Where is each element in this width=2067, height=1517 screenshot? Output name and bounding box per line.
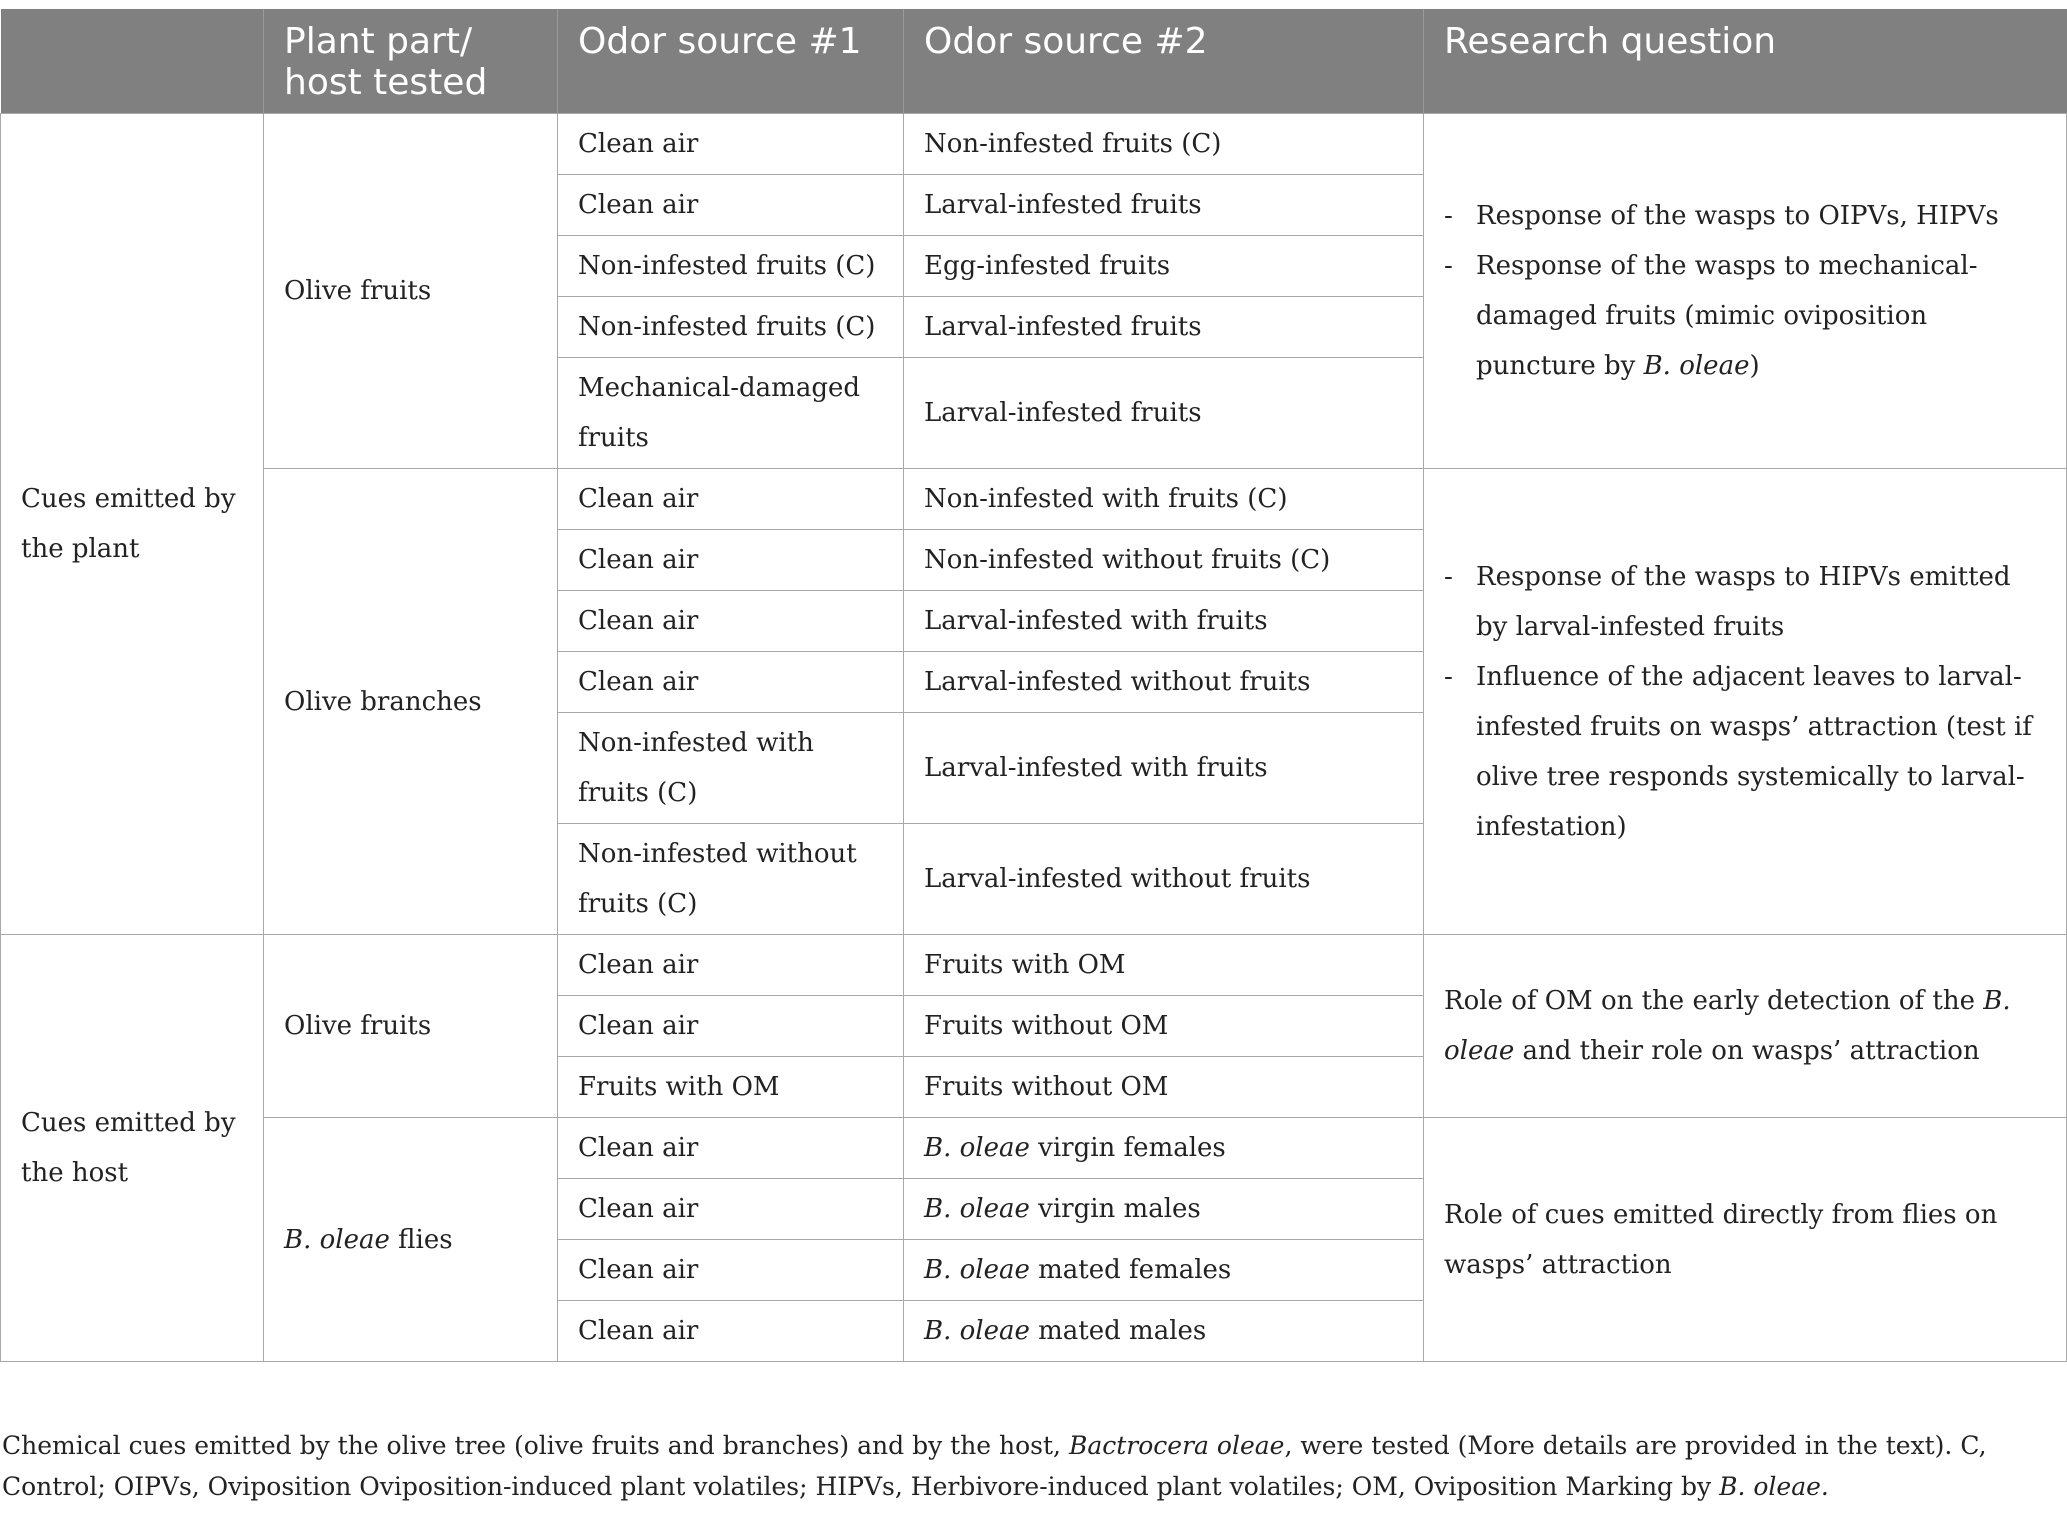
odor-source-1-cell: Non-infested with fruits (C) [558, 713, 904, 824]
research-question-text: Response of the wasps to mechanical-damaged fruits (mimic oviposition puncture by [1476, 251, 1978, 381]
odor-source-2-cell [904, 1301, 1424, 1362]
odor-source-2-text: virgin males [1038, 1194, 1201, 1224]
odor-source-2-cell: Non-infested fruits (C) [904, 114, 1424, 175]
odor-source-2-cell: Larval-infested fruits [904, 358, 1424, 469]
odor-source-1-cell: Clean air [558, 1179, 904, 1240]
research-question-text: ) [1749, 351, 1760, 381]
table-row [1, 935, 2067, 996]
research-question-list [1444, 552, 2046, 852]
odor-source-2-cell [904, 1240, 1424, 1301]
odor-source-1-cell: Fruits with OM [558, 1057, 904, 1118]
odor-source-1-cell: Clean air [558, 996, 904, 1057]
odor-source-1-cell: Clean air [558, 652, 904, 713]
table-row [1, 114, 2067, 175]
research-question-item: - Influence of the adjacent leaves to larval-infested fruits on wasps’ attraction (test if olive tree responds systemically to larval-infestation) [1444, 652, 2046, 852]
host-part-cell [264, 1118, 558, 1362]
species-name: B. oleae [924, 1133, 1030, 1163]
odor-source-2-cell: Fruits with OM [904, 935, 1424, 996]
odor-source-1-cell: Clean air [558, 1118, 904, 1179]
odor-source-2-text: virgin females [1038, 1133, 1226, 1163]
odor-source-2-cell: Larval-infested without fruits [904, 824, 1424, 935]
plant-part-cell: Olive fruits [264, 935, 558, 1118]
research-question-item: - Response of the wasps to HIPVs emitted by larval-infested fruits [1444, 552, 2046, 652]
species-name: B. oleae [284, 1224, 390, 1255]
group-label-plant: Cues emitted by the plant [1, 114, 264, 935]
odor-source-1-cell: Non-infested fruits (C) [558, 297, 904, 358]
table-row [1, 469, 2067, 530]
odor-source-2-cell: Fruits without OM [904, 996, 1424, 1057]
species-name: B. oleae [924, 1316, 1030, 1346]
research-question-text: Role of OM on the early detection of the [1444, 986, 1976, 1016]
species-name: B. oleae [924, 1255, 1030, 1285]
species-name: B. oleae [924, 1194, 1030, 1224]
host-part-text: flies [398, 1224, 453, 1255]
odor-source-2-cell: Larval-infested without fruits [904, 652, 1424, 713]
odor-source-2-cell [904, 1179, 1424, 1240]
table-row [1, 1118, 2067, 1179]
odor-source-2-text: mated females [1038, 1255, 1232, 1285]
header-row [1, 9, 2067, 114]
odor-sources-table [0, 9, 2067, 1362]
odor-source-2-cell: Non-infested without fruits (C) [904, 530, 1424, 591]
header-cell-plant-part: Plant part/ host tested [264, 9, 558, 114]
table-caption [2, 1425, 2042, 1507]
odor-source-1-cell: Clean air [558, 469, 904, 530]
odor-source-1-cell: Non-infested fruits (C) [558, 236, 904, 297]
research-question-list [1444, 191, 2046, 391]
research-question-cell [1424, 469, 2067, 935]
odor-source-1-cell: Clean air [558, 935, 904, 996]
species-name: B. oleae [1643, 351, 1750, 381]
odor-source-2-cell: Fruits without OM [904, 1057, 1424, 1118]
odor-source-1-cell: Clean air [558, 591, 904, 652]
header-cell-odor-source-2: Odor source #2 [904, 9, 1424, 114]
odor-source-1-cell: Clean air [558, 1240, 904, 1301]
odor-source-2-cell: Larval-infested fruits [904, 297, 1424, 358]
header-cell-research-question: Research question [1424, 9, 2067, 114]
caption-text: , were tested (More details are provided in the text). C, Control; OIPVs, Oviposition Oviposition-induced plant volatiles; HIPVs, Herbivore-induced plant volatiles; OM, Oviposition Marking by [2, 1431, 1987, 1501]
plant-part-cell: Olive fruits [264, 114, 558, 469]
research-question-item [1444, 241, 2046, 391]
odor-source-2-cell [904, 1118, 1424, 1179]
odor-source-2-cell: Egg-infested fruits [904, 236, 1424, 297]
group-label-host: Cues emitted by the host [1, 935, 264, 1362]
plant-part-cell: Olive branches [264, 469, 558, 935]
odor-source-2-text: mated males [1038, 1316, 1207, 1346]
odor-source-2-cell: Non-infested with fruits (C) [904, 469, 1424, 530]
odor-source-1-cell: Clean air [558, 175, 904, 236]
research-question-text: and their role on wasps’ attraction [1522, 1036, 1980, 1066]
odor-source-2-cell: Larval-infested with fruits [904, 591, 1424, 652]
odor-source-2-cell: Larval-infested with fruits [904, 713, 1424, 824]
header-cell-category [1, 9, 264, 114]
research-question-cell [1424, 935, 2067, 1118]
odor-source-1-cell: Clean air [558, 1301, 904, 1362]
species-name: B. oleae. [1719, 1472, 1829, 1501]
species-name: B. oleae [1444, 986, 2011, 1066]
research-question-cell: Role of cues emitted directly from flies on wasps’ attraction [1424, 1118, 2067, 1362]
research-question-item: - Response of the wasps to OIPVs, HIPVs [1444, 191, 2046, 241]
header-cell-odor-source-1: Odor source #1 [558, 9, 904, 114]
odor-source-1-cell: Non-infested without fruits (C) [558, 824, 904, 935]
odor-source-1-cell: Mechanical-damaged fruits [558, 358, 904, 469]
odor-source-1-cell: Clean air [558, 114, 904, 175]
caption-text: Chemical cues emitted by the olive tree (olive fruits and branches) and by the host, [2, 1431, 1062, 1460]
odor-source-1-cell: Clean air [558, 530, 904, 591]
species-name: Bactrocera oleae [1068, 1431, 1285, 1460]
research-question-cell [1424, 114, 2067, 469]
odor-source-2-cell: Larval-infested fruits [904, 175, 1424, 236]
